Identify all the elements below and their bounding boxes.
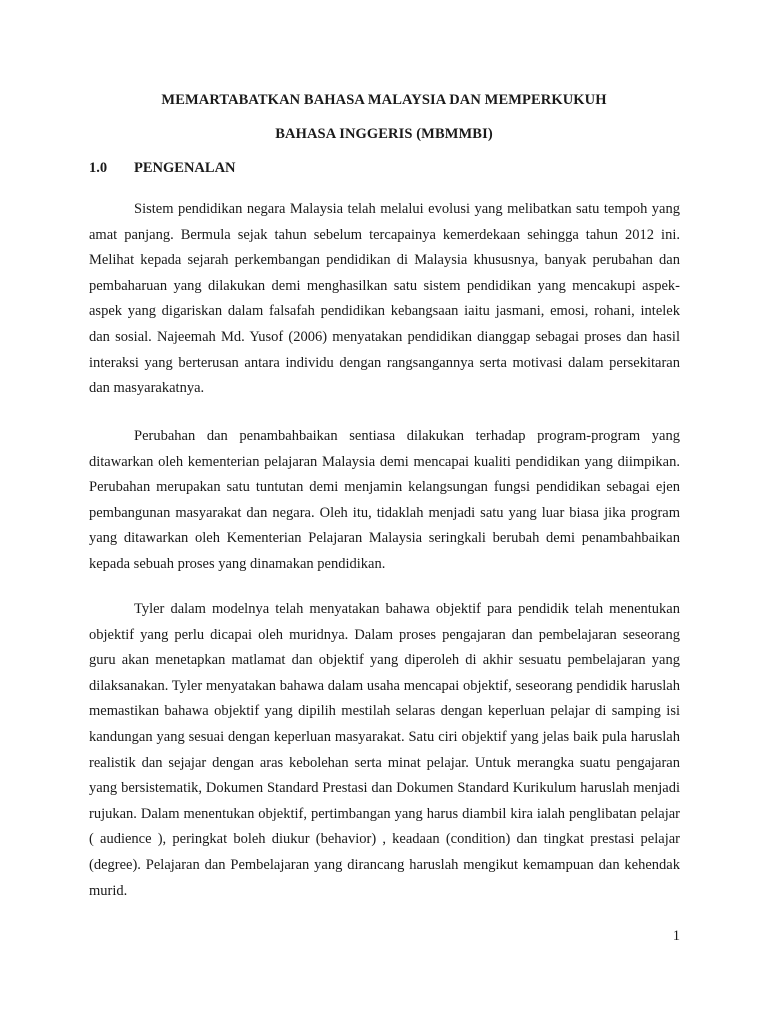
paragraph: Sistem pendidikan negara Malaysia telah melalui evolusi yang melibatkan satu tempoh yang amat panjang. Bermula sejak tahun sebelum tercapainya kemerdekaan sehingga tahun 2012 ini. Melihat kepada sejarah perkembangan pendidikan di Malaysia khususnya, banyak perubahan dan pembaharuan yang dilakukan demi menghasilkan satu sistem pendidikan yang mencakupi aspek-aspek yang digariskan dalam falsafah pendidikan kebangsaan iaitu jasmani, emosi, rohani, intelek dan sosial. Najeemah Md. Yusof (2006) menyatakan pendidikan dianggap sebagai proses dan hasil interaksi yang berterusan antara individu dengan rangsangannya serta motivasi dalam persekitaran dan masyarakatnya. [89, 201, 680, 397]
page-number: 1 [672, 928, 680, 944]
document-title-line-2: BAHASA INGGERIS (MBMMBI) [275, 126, 493, 142]
paragraph: Perubahan dan penambahbaikan sentiasa dilakukan terhadap program-program yang ditawarkan oleh kementerian pelajaran Malaysia demi mencapai kualiti pendidikan yang diimpikan. Perubahan merupakan satu tuntutan demi menjamin kelangsungan fungsi pendidikan sebagai ejen pembangunan masyarakat dan negara. Oleh itu, tidaklah menjadi satu yang luar biasa jika program yang ditawarkan oleh Kementerian Pelajaran Malaysia seringkali berubah demi penambahbaikan kepada sebuah proses yang dinamakan pendidikan. [89, 428, 680, 572]
paragraph-block [89, 597, 680, 904]
section-title: PENGENALAN [134, 160, 236, 176]
paragraph: Tyler dalam modelnya telah menyatakan bahawa objektif para pendidik telah menentukan objektif yang perlu dicapai oleh muridnya. Dalam proses pengajaran dan pembelajaran seseorang guru akan menetapkan matlamat dan objektif yang diperoleh di akhir sesuatu pembelajaran yang dilaksanakan. Tyler menyatakan bahawa dalam usaha mencapai objektif, seseorang pendidik haruslah memastikan bahawa objektif yang dipilih mestilah selaras dengan keperluan pelajar di samping isi kandungan yang sesuai dengan keperluan masyarakat. Satu ciri objektif yang jelas baik pula haruslah realistik dan sejajar dengan aras kebolehan serta minat pelajar. Untuk merangka suatu pengajaran yang bersistematik, Dokumen Standard Prestasi dan Dokumen Standard Kurikulum haruslah menjadi rujukan. Dalam menentukan objektif, pertimbangan yang harus diambil kira ialah penglibatan pelajar ( audience ), peringkat boleh diukur (behavior) , keadaan (condition) dan tingkat prestasi pelajar (degree). Pelajaran dan Pembelajaran yang dirancang haruslah mengikut kemampuan dan kehendak murid. [89, 601, 680, 899]
paragraph-block [89, 424, 680, 578]
section-heading [89, 160, 236, 177]
paragraph-block [89, 197, 680, 402]
document-title-line-1: MEMARTABATKAN BAHASA MALAYSIA DAN MEMPERKUKUH [161, 92, 607, 108]
section-number: 1.0 [89, 160, 108, 176]
